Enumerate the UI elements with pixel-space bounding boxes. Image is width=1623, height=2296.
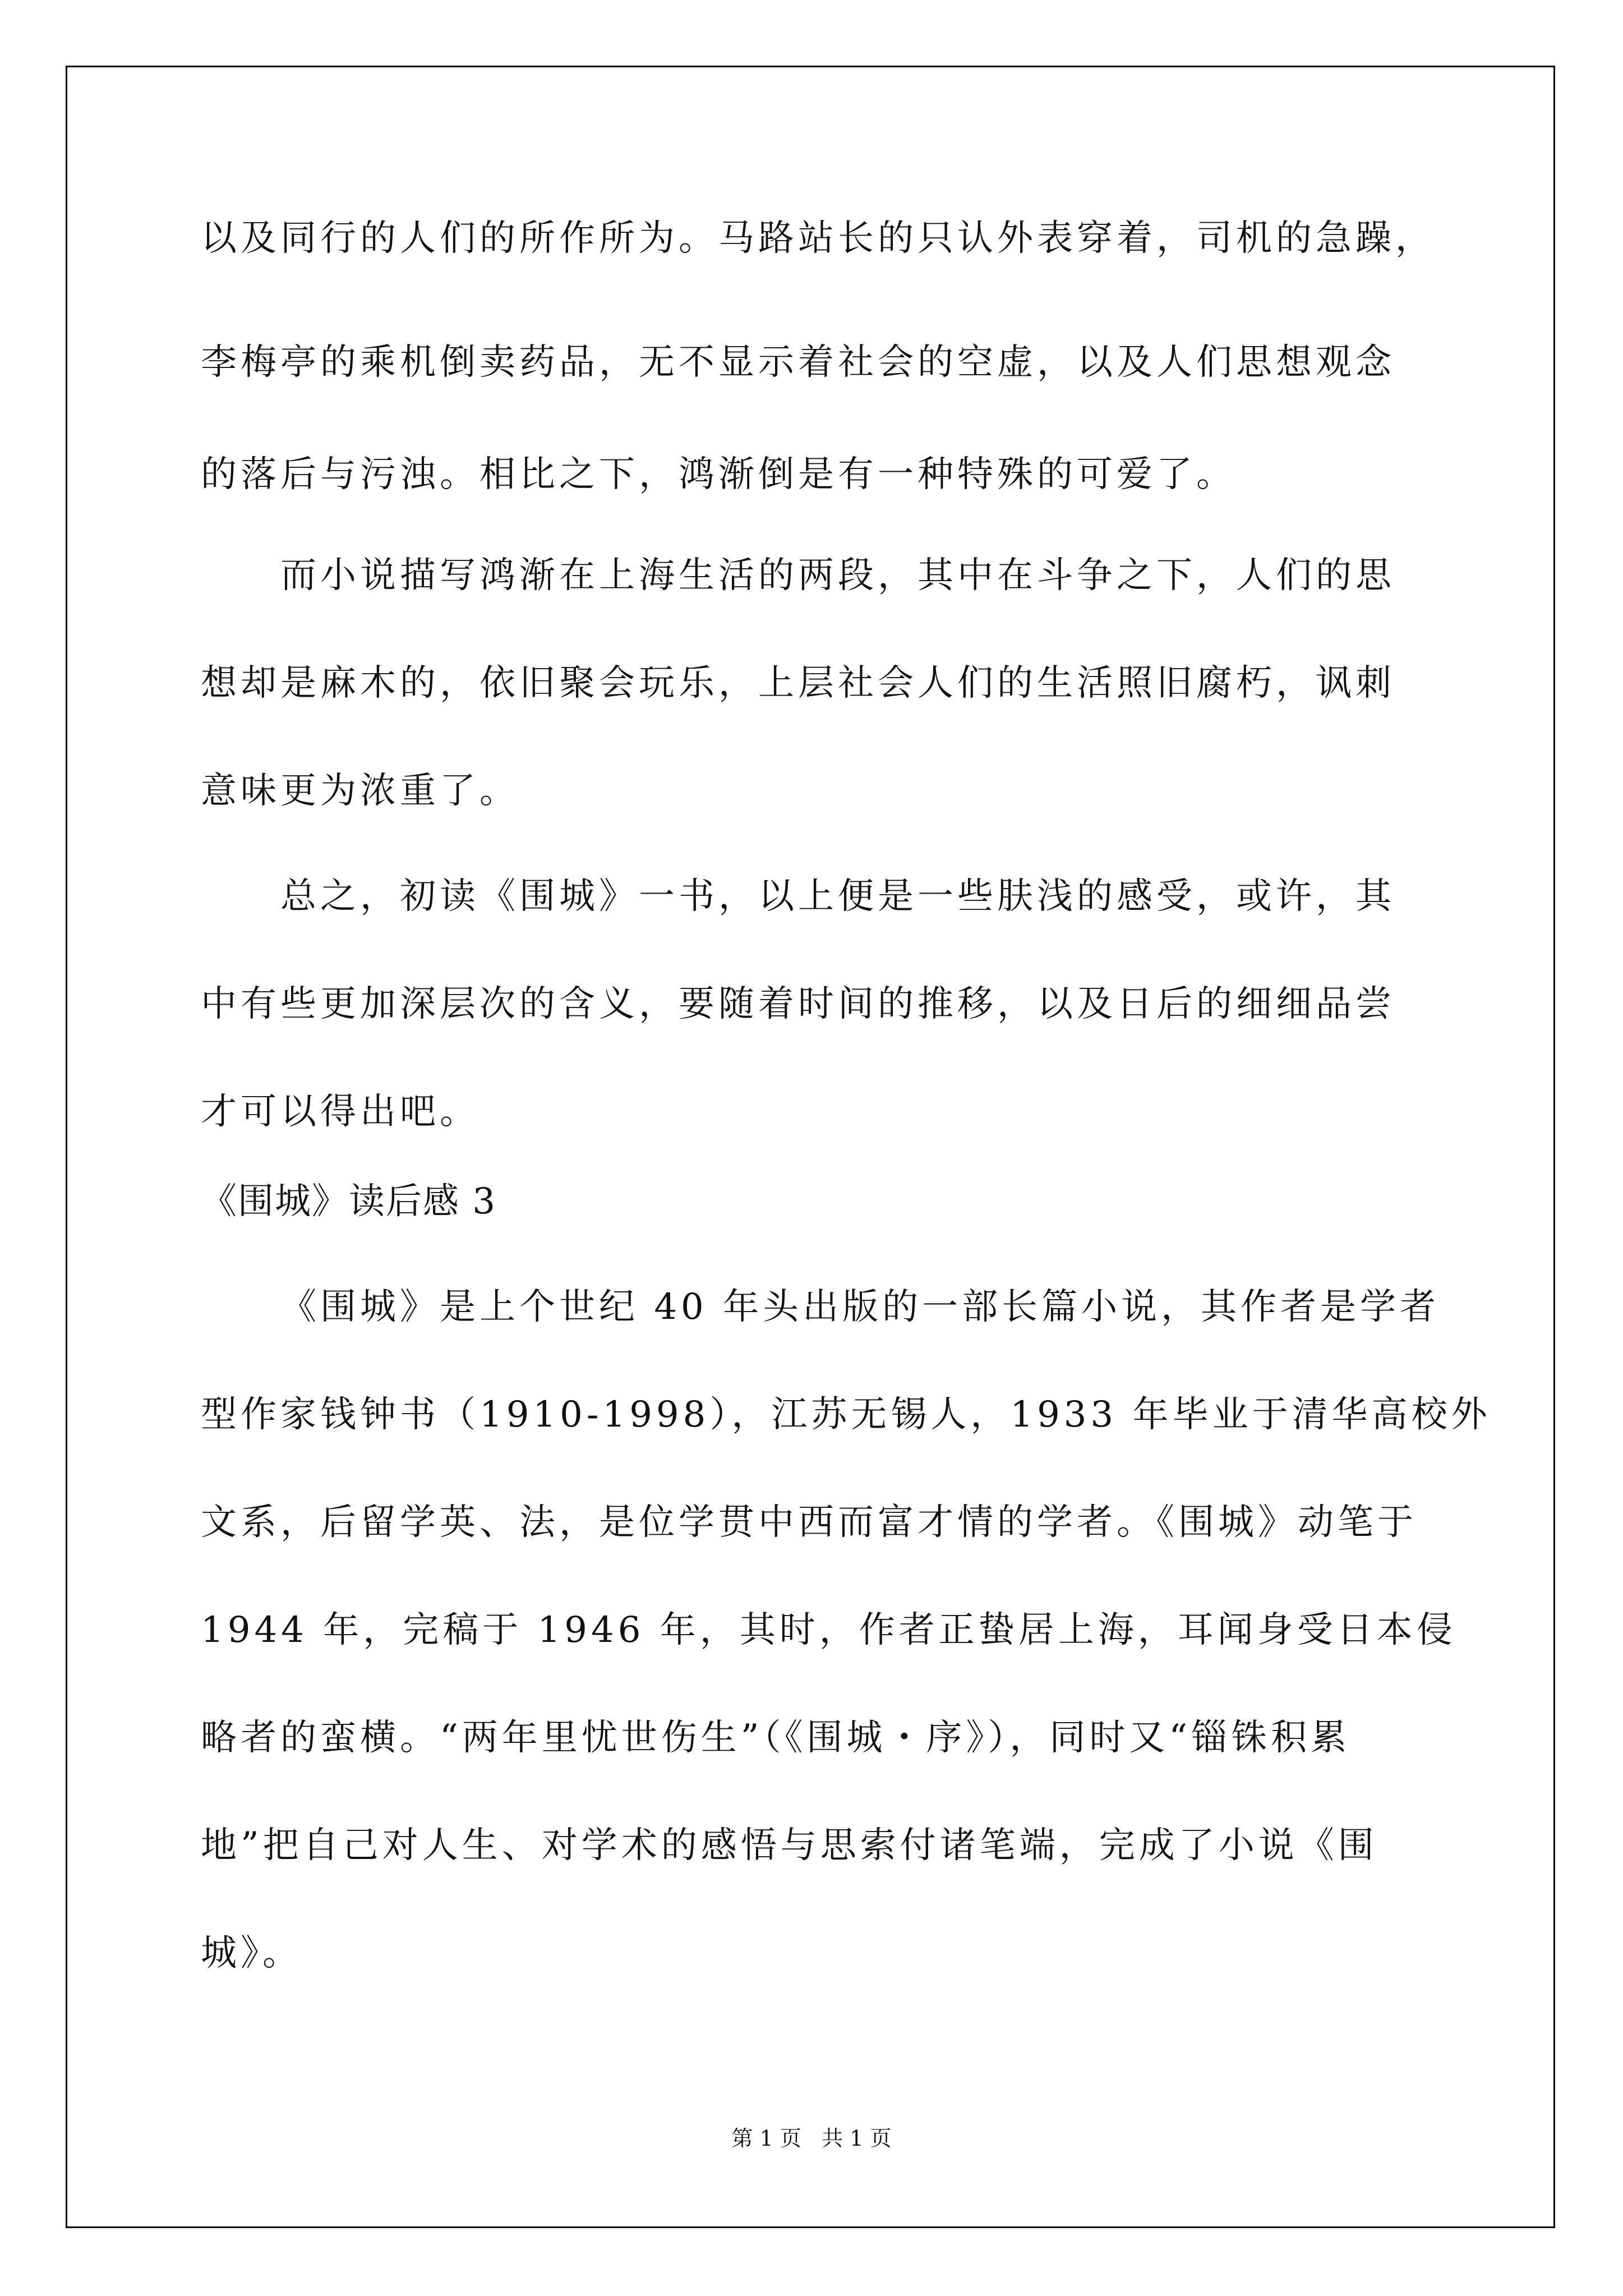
text-line: 1944 年，完稿于 1946 年，其时，作者正蛰居上海，耳闻身受日本侵 [201, 1609, 1456, 1651]
text-line: 意味更为浓重了。 [201, 770, 519, 812]
text-line: 文系，后留学英、法，是位学贯中西而富才情的学者。《围城》动笔于 [201, 1502, 1417, 1543]
text-line: 城》。 [201, 1932, 302, 1974]
text-line: 地”把自己对人生、对学术的感悟与思索付诸笔端，完成了小说《围 [201, 1825, 1378, 1866]
text-line: 的落后与污浊。相比之下，鸿渐倒是有一种特殊的可爱了。 [201, 454, 1236, 495]
page-border [66, 66, 1555, 2228]
text-line: 《围城》是上个世纪 40 年头出版的一部长篇小说，其作者是学者 [280, 1286, 1440, 1328]
text-line: 以及同行的人们的所作所为。马路站长的只认外表穿着，司机的急躁， [201, 218, 1435, 259]
page-footer: 第 1 页 共 1 页 [731, 2126, 892, 2151]
text-line: 总之，初读《围城》一书，以上便是一些肤浅的感受，或许，其 [280, 876, 1395, 917]
text-line: 中有些更加深层次的含义，要随着时间的推移，以及日后的细细品尝 [201, 983, 1395, 1025]
text-line: 而小说描写鸿渐在上海生活的两段，其中在斗争之下，人们的思 [280, 555, 1395, 596]
text-line: 想却是麻木的，依旧聚会玩乐，上层社会人们的生活照旧腐朽，讽刺 [201, 662, 1395, 704]
text-line: 略者的蛮横。“两年里忧世伤生”（《围城・序》），同时又“锱铢积累 [201, 1717, 1351, 1759]
text-line: 型作家钱钟书（1910-1998），江苏无锡人，1933 年毕业于清华高校外 [201, 1394, 1491, 1435]
section-heading: 《围城》读后感 3 [201, 1181, 497, 1222]
text-line: 李梅亭的乘机倒卖药品，无不显示着社会的空虚，以及人们思想观念 [201, 342, 1395, 383]
text-line: 才可以得出吧。 [201, 1091, 479, 1133]
